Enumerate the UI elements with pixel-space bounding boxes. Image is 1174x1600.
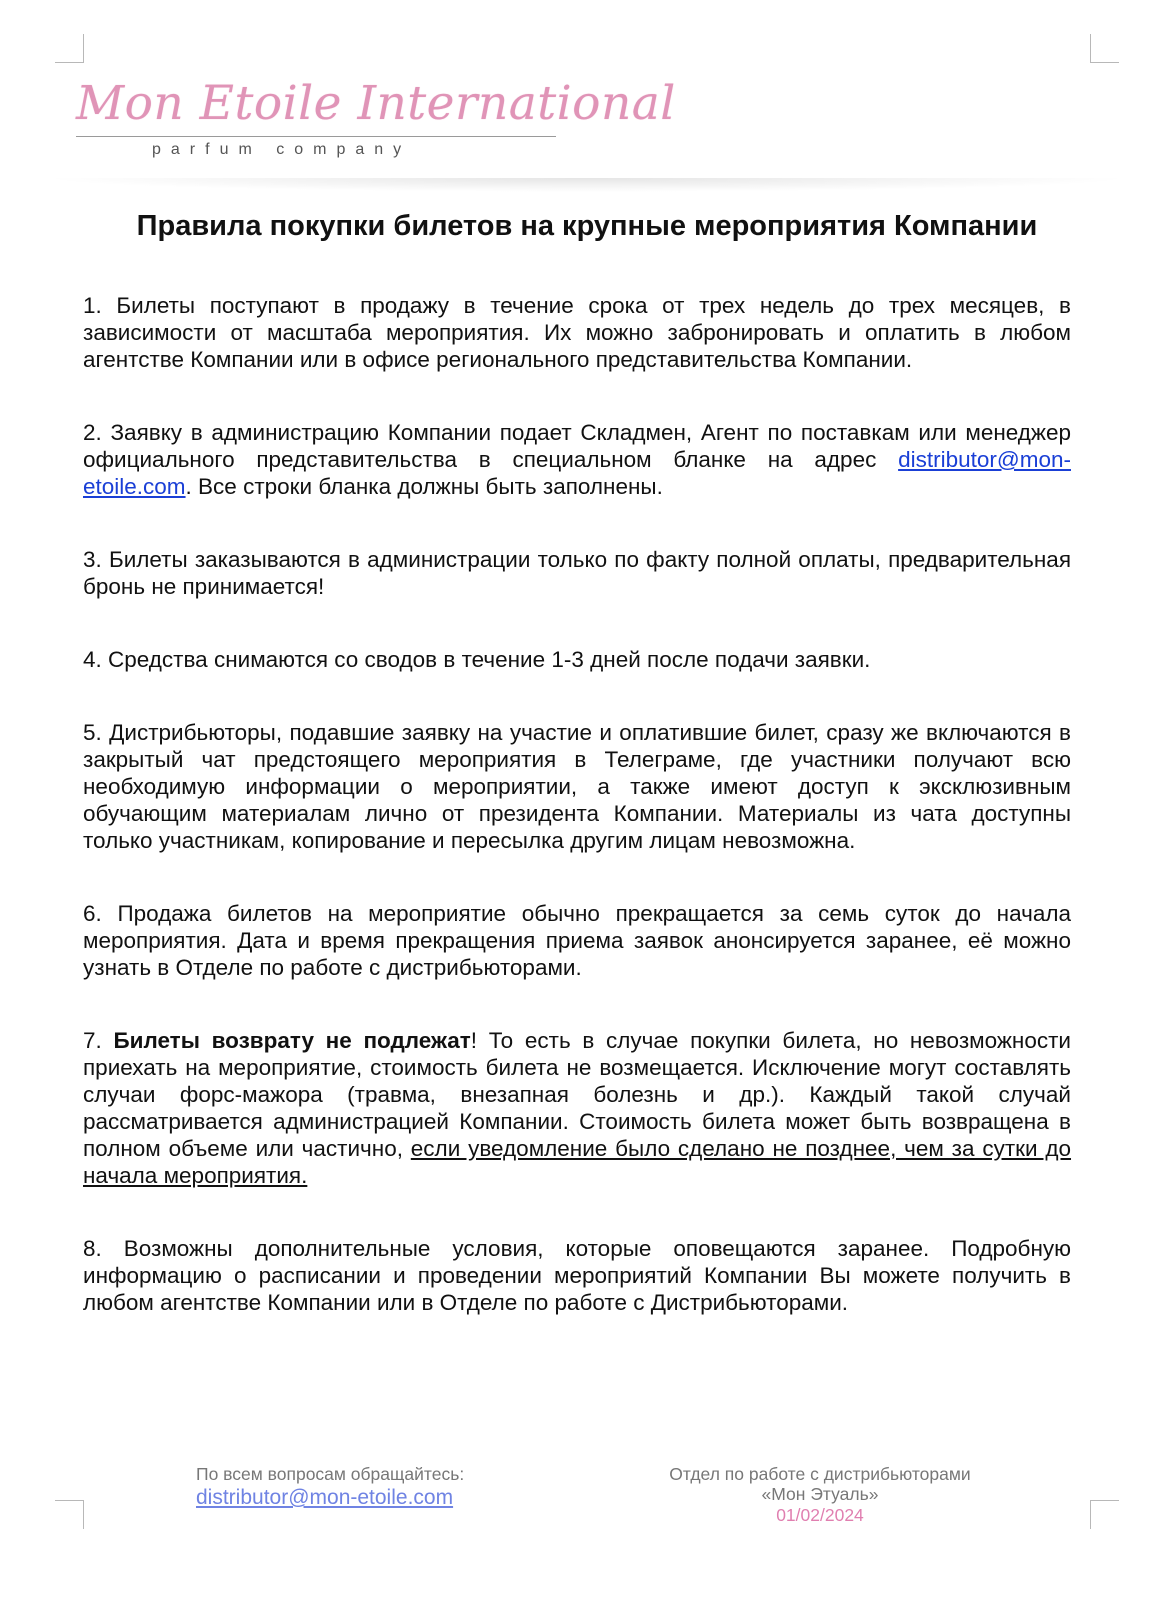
footer-department-name: Отдел по работе с дистрибьюторами (669, 1464, 971, 1484)
email-link[interactable]: distributor@mon-etoile.com (83, 447, 1071, 499)
rules-list (83, 292, 1071, 1316)
crop-mark-top-left (55, 34, 84, 63)
rule-7 (83, 1027, 1071, 1189)
rule-7-number: 7. (83, 1028, 114, 1053)
header-divider-shadow (40, 178, 1134, 192)
footer-company-name: «Мон Этуаль» (761, 1484, 879, 1504)
rule-6: 6. Продажа билетов на мероприятие обычно прекращается за семь суток до начала мероприятия. Дата и время прекращения приема заявок анонсируется заранее, её можно узнать в Отделе по работе с дистрибьюторами. (83, 901, 1071, 980)
footer-email-link[interactable]: distributor@mon-etoile.com (196, 1486, 454, 1509)
rule-4: 4. Средства снимаются со сводов в течение 1-3 дней после подачи заявки. (83, 647, 871, 672)
rule-1: 1. Билеты поступают в продажу в течение срока от трех недель до трех месяцев, в зависимости от масштаба мероприятия. Их можно забронировать и оплатить в любом агентстве Компании или в офисе регионального представительства Компании. (83, 293, 1071, 372)
logo-wordmark: Mon Etoile International (76, 76, 676, 131)
footer-contact-label: По всем вопросам обращайтесь: (196, 1464, 465, 1484)
footer-department (620, 1464, 1020, 1526)
rule-3: 3. Билеты заказываются в администрации только по факту полной оплаты, предварительная бронь не принимается! (83, 547, 1071, 599)
page-title: Правила покупки билетов на крупные мероприятия Компании (136, 210, 1038, 242)
rule-2-text-end: . Все строки бланка должны быть заполнены. (185, 474, 663, 499)
footer-date: 01/02/2024 (776, 1505, 864, 1525)
logo-divider (76, 136, 556, 137)
logo-subtitle: parfum company (152, 141, 412, 158)
footer-contact (196, 1464, 526, 1510)
rule-7-text: ! То есть в случае покупки билета, но невозможности приехать на мероприятие, стоимость билета не возмещается. Исключение могут составлять случаи форс-мажора (травма, внезапная болезнь и др.). Каждый такой случай рассматривается администрацией Компании. Стоимость билета может быть возвращена в полном объеме или частично, (83, 1028, 1071, 1161)
rule-8: 8. Возможны дополнительные условия, которые оповещаются заранее. Подробную информацию о расписании и проведении мероприятий Компании Вы можете получить в любом агентстве Компании или в Отделе по работе с Дистрибьюторами. (83, 1236, 1071, 1315)
company-logo (76, 74, 676, 159)
rule-5: 5. Дистрибьюторы, подавшие заявку на участие и оплатившие билет, сразу же включаются в закрытый чат предстоящего мероприятия в Телеграме, где участники получают всю необходимую информации о мероприятии, а также имеют доступ к эксклюзивным обучающим материалам лично от президента Компании. Материалы из чата доступны только участникам, копирование и пересылка другим лицам невозможна. (83, 720, 1071, 853)
crop-mark-top-right (1090, 34, 1119, 63)
rule-7-underlined: если уведомление было сделано не позднее, чем за сутки до начала мероприятия. (83, 1136, 1072, 1188)
rule-2-text: 2. Заявку в администрацию Компании подает Складмен, Агент по поставкам или менеджер официального представительства в специальном бланке на адрес (83, 420, 1071, 472)
rule-7-bold: Билеты возврату не подлежат (113, 1028, 471, 1053)
crop-mark-bottom-left (55, 1500, 84, 1529)
crop-mark-bottom-right (1090, 1500, 1119, 1529)
rule-2 (83, 419, 1071, 500)
